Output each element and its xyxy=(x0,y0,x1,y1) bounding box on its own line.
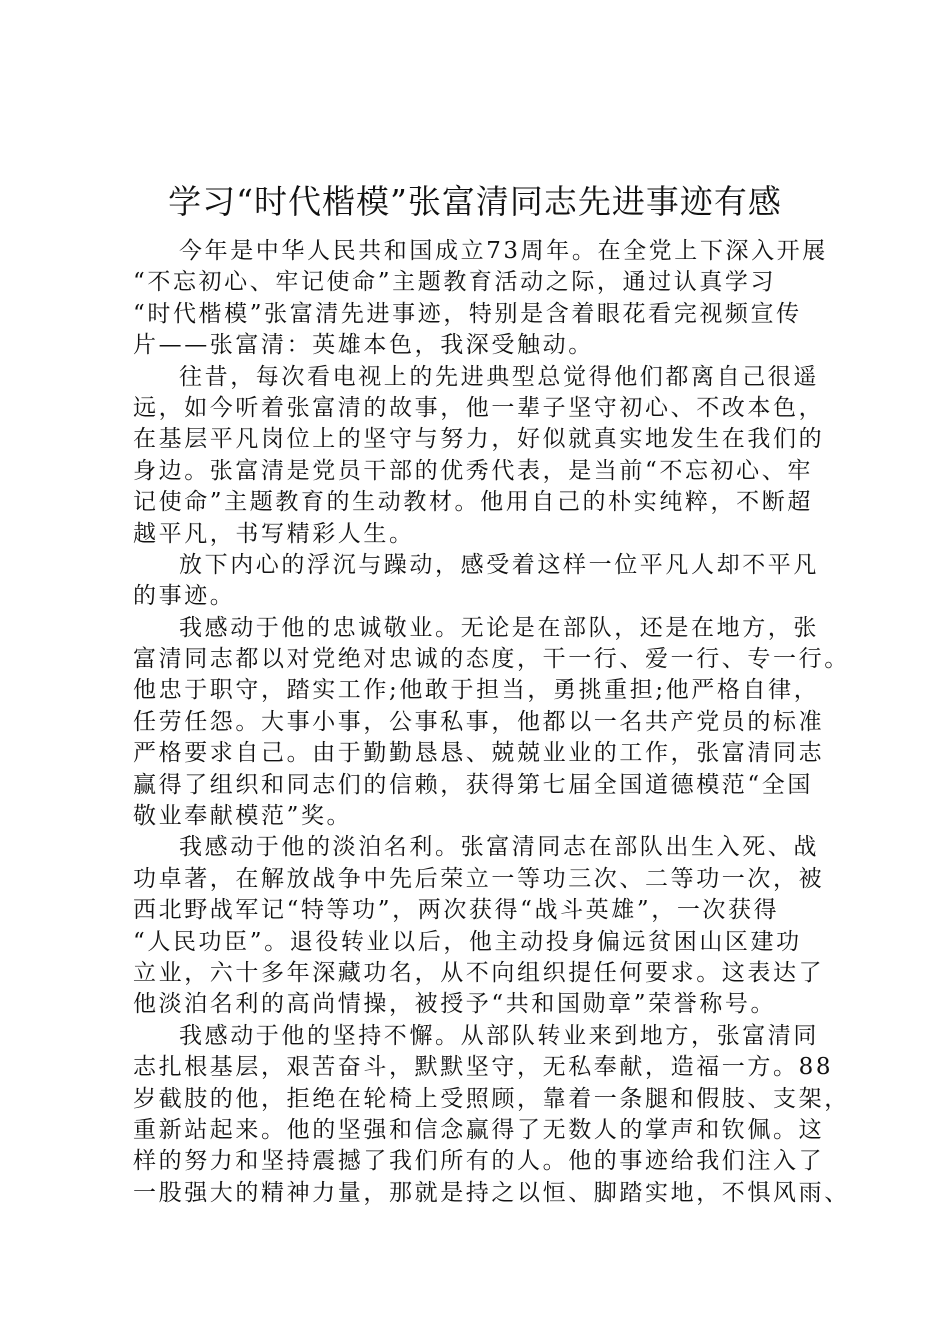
text-line: 西北野战军记“特等功”，两次获得“战斗英雄”，一次获得 xyxy=(133,897,780,924)
text-line: 重新站起来。他的坚强和信念赢得了无数人的掌声和钦佩。这 xyxy=(133,1116,825,1143)
paragraph xyxy=(133,550,833,613)
text-line: 敬业奉献模范”奖。 xyxy=(133,803,353,830)
text-line: 志扎根基层，艰苦奋斗，默默坚守，无私奉献，造福一方。88 xyxy=(133,1054,834,1081)
text-line: 越平凡，书写精彩人生。 xyxy=(133,520,415,547)
paragraph xyxy=(133,613,850,833)
document-title: 学习“时代楷模”张富清同志先进事迹有感 xyxy=(168,182,782,221)
paragraph xyxy=(133,1021,850,1209)
paragraph xyxy=(133,832,833,1020)
text-line: 我感动于他的坚持不懈。从部队转业来到地方，张富清同 xyxy=(179,1022,819,1049)
text-line: 放下内心的浮沉与躁动，感受着这样一位平凡人却不平凡 xyxy=(179,551,819,578)
text-line: “不忘初心、牢记使命”主题教育活动之际，通过认真学习 xyxy=(133,269,777,296)
paragraph xyxy=(133,362,833,550)
text-line: 在基层平凡岗位上的坚守与努力，好似就真实地发生在我们的 xyxy=(133,426,825,453)
text-line: 立业，六十多年深藏功名，从不向组织提任何要求。这表达了 xyxy=(133,959,825,986)
text-line: 功卓著，在解放战争中先后荣立一等功三次、二等功一次，被 xyxy=(133,865,825,892)
text-line: 赢得了组织和同志们的信赖，获得第七届全国道德模范“全国 xyxy=(133,771,813,798)
text-line: 任劳任怨。大事小事，公事私事，他都以一名共产党员的标准 xyxy=(133,708,825,735)
text-line: 样的努力和坚持震撼了我们所有的人。他的事迹给我们注入了 xyxy=(133,1148,825,1175)
text-line: 今年是中华人民共和国成立73周年。在全党上下深入开展 xyxy=(179,238,828,264)
text-line: 记使命”主题教育的生动教材。他用自己的朴实纯粹，不断超 xyxy=(133,489,813,516)
text-line: 身边。张富清是党员干部的优秀代表，是当前“不忘初心、牢 xyxy=(133,457,813,484)
document-body xyxy=(133,236,850,1209)
text-line: 他淡泊名利的高尚情操，被授予“共和国勋章”荣誉称号。 xyxy=(133,991,777,1018)
text-line: 片——张富清：英雄本色，我深受触动。 xyxy=(133,332,594,359)
text-line: 的事迹。 xyxy=(133,583,236,610)
text-line: 富清同志都以对党绝对忠诚的态度，干一行、爱一行、专一行。 xyxy=(133,646,850,673)
text-line: 远，如今听着张富清的故事，他一辈子坚守初心、不改本色， xyxy=(133,394,825,421)
text-line: 我感动于他的忠诚敬业。无论是在部队，还是在地方，张 xyxy=(179,614,819,641)
text-line: 我感动于他的淡泊名利。张富清同志在部队出生入死、战 xyxy=(179,834,819,861)
paragraph xyxy=(133,236,833,362)
text-line: 岁截肢的他，拒绝在轮椅上受照顾，靠着一条腿和假肢、支架， xyxy=(133,1085,850,1112)
text-line: 一股强大的精神力量，那就是持之以恒、脚踏实地，不惧风雨、 xyxy=(133,1179,850,1206)
text-line: 严格要求自己。由于勤勤恳恳、兢兢业业的工作，张富清同志 xyxy=(133,740,825,767)
text-line: “人民功臣”。退役转业以后，他主动投身偏远贫困山区建功 xyxy=(133,928,802,955)
text-line: “时代楷模”张富清先进事迹，特别是含着眼花看完视频宣传 xyxy=(133,300,802,327)
text-line: 他忠于职守，踏实工作;他敢于担当，勇挑重担;他严格自律， xyxy=(133,677,820,704)
text-line: 往昔，每次看电视上的先进典型总觉得他们都离自己很遥 xyxy=(179,363,819,390)
